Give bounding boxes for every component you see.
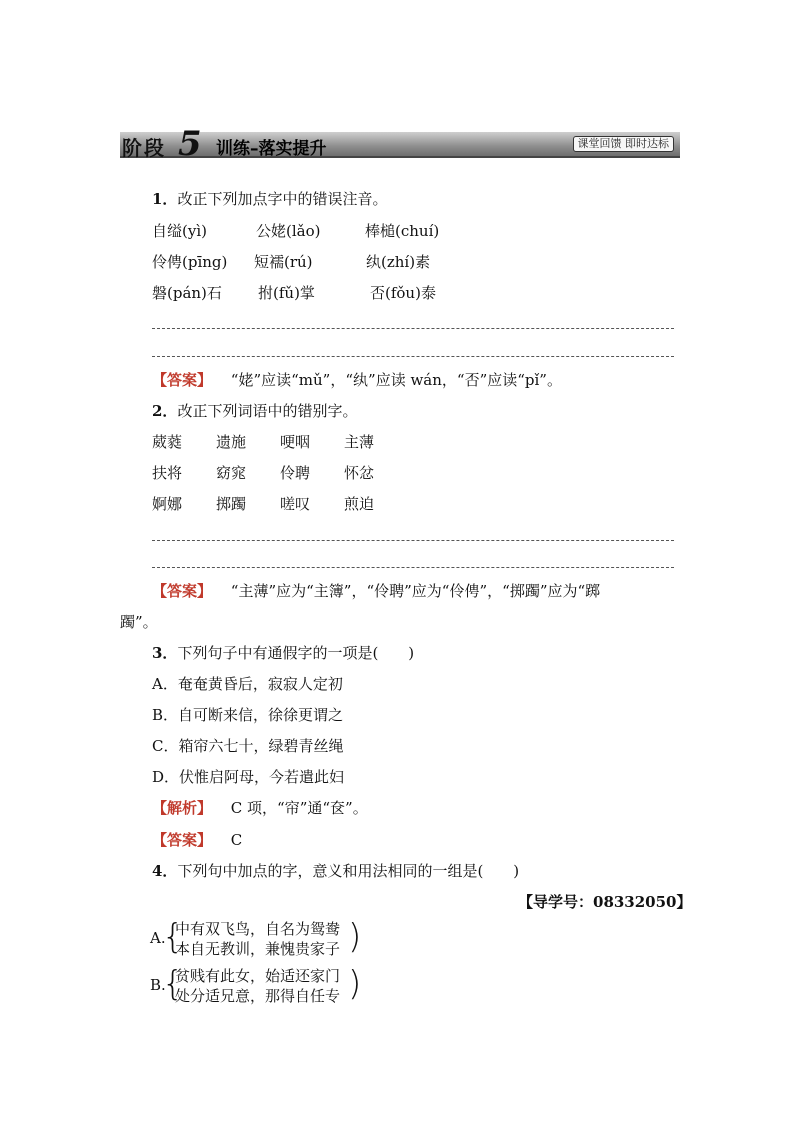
q2-word: 扶将: [152, 464, 183, 482]
q1-item: 磐(pán)石: [152, 284, 222, 302]
banner-title: 训练–落实提升: [216, 139, 327, 159]
left-brace-icon: {: [162, 964, 184, 1004]
q2-word: 煎迫: [344, 495, 375, 513]
answer-line: [152, 540, 674, 541]
q3-answer: [152, 829, 242, 850]
answer-label: 【答案】: [152, 831, 213, 849]
q3-answer-text: C: [230, 831, 243, 849]
right-brace-icon: ): [348, 964, 362, 1004]
q3-number: 3．: [152, 644, 178, 662]
q4-number: 4．: [152, 862, 178, 880]
left-brace-icon: {: [162, 917, 184, 957]
banner-tag: 课堂回馈 即时达标: [573, 136, 675, 152]
q1-item: 拊(fǔ)掌: [258, 284, 315, 302]
q2-answer-cont: 躅”。: [120, 613, 158, 631]
q4-title: [152, 860, 519, 881]
q4-option-label: A.: [150, 929, 166, 947]
q2-word: 婀娜: [152, 495, 183, 513]
analysis-label: 【解析】: [152, 799, 213, 817]
q2-number: 2．: [152, 402, 178, 420]
stage-label: 阶段: [122, 136, 166, 160]
q1-item: 纨(zhí)素: [366, 253, 431, 271]
answer-line: [152, 328, 674, 329]
answer-line: [152, 567, 674, 568]
banner-underline: [120, 156, 680, 158]
answer-label: 【答案】: [152, 371, 213, 389]
q4-option-label: B.: [150, 976, 166, 994]
q3-analysis-text: C 项，“帘”通“奁”。: [230, 799, 368, 817]
q4-option-line: 中有双飞鸟，自名为鸳鸯: [175, 920, 341, 938]
q1-number: 1．: [152, 190, 178, 208]
q1-item: 自缢(yì): [152, 222, 207, 240]
answer-label: 【答案】: [152, 582, 213, 600]
q3-prompt: 下列句子中有通假字的一项是( ): [177, 644, 415, 662]
right-brace-icon: ): [348, 917, 362, 957]
q2-word: 葳蕤: [152, 433, 183, 451]
q1-item: 棒槌(chuí): [365, 222, 440, 240]
q2-prompt: 改正下列词语中的错别字。: [177, 402, 358, 420]
q2-word: 哽咽: [280, 433, 311, 451]
q1-answer-text: “姥”应读“mǔ”，“纨”应读 wán，“否”应读“pǐ”。: [230, 371, 562, 389]
stage-number: 5: [178, 124, 202, 164]
section-banner: [120, 124, 680, 164]
q3-option-a: A．奄奄黄昏后，寂寂人定初: [152, 675, 343, 693]
q1-item: 否(fǒu)泰: [370, 284, 436, 302]
q4-option-line: 处分适兄意，那得自任专: [175, 987, 341, 1005]
q4-option-line: 贫贱有此女，始适还家门: [175, 967, 341, 985]
q3-option-c: C．箱帘六七十，绿碧青丝绳: [152, 737, 344, 755]
guide-number: 【导学号：08332050】: [518, 893, 692, 911]
q1-prompt: 改正下列加点字中的错误注音。: [177, 190, 388, 208]
q3-title: [152, 642, 414, 663]
q3-option-b: B．自可断来信，徐徐更谓之: [152, 706, 344, 724]
q2-word: 主薄: [344, 433, 375, 451]
q4-prompt: 下列句中加点的字，意义和用法相同的一组是( ): [177, 862, 520, 880]
q2-word: 窈窕: [216, 464, 247, 482]
q1-answer: [152, 369, 562, 390]
answer-line: [152, 356, 674, 357]
q1-title: [152, 188, 387, 209]
q1-item: 短襦(rú): [254, 253, 313, 271]
q1-item: 公姥(lǎo): [256, 222, 321, 240]
q1-item: 伶俜(pīng): [152, 253, 228, 271]
q3-analysis: [152, 797, 368, 818]
q3-option-d: D．伏惟启阿母，今若遣此妇: [152, 768, 345, 786]
q4-option-line: 本自无教训，兼愧贵家子: [175, 940, 341, 958]
q2-answer-text: “主薄”应为“主簿”，“伶聘”应为“伶俜”，“掷躅”应为“踯: [230, 582, 601, 600]
q2-word: 掷躅: [216, 495, 247, 513]
q2-word: 伶聘: [280, 464, 311, 482]
q2-word: 嗟叹: [280, 495, 311, 513]
q2-answer: [152, 580, 600, 601]
q2-title: [152, 400, 357, 421]
q2-word: 怀忿: [344, 464, 375, 482]
q2-word: 遗施: [216, 433, 247, 451]
